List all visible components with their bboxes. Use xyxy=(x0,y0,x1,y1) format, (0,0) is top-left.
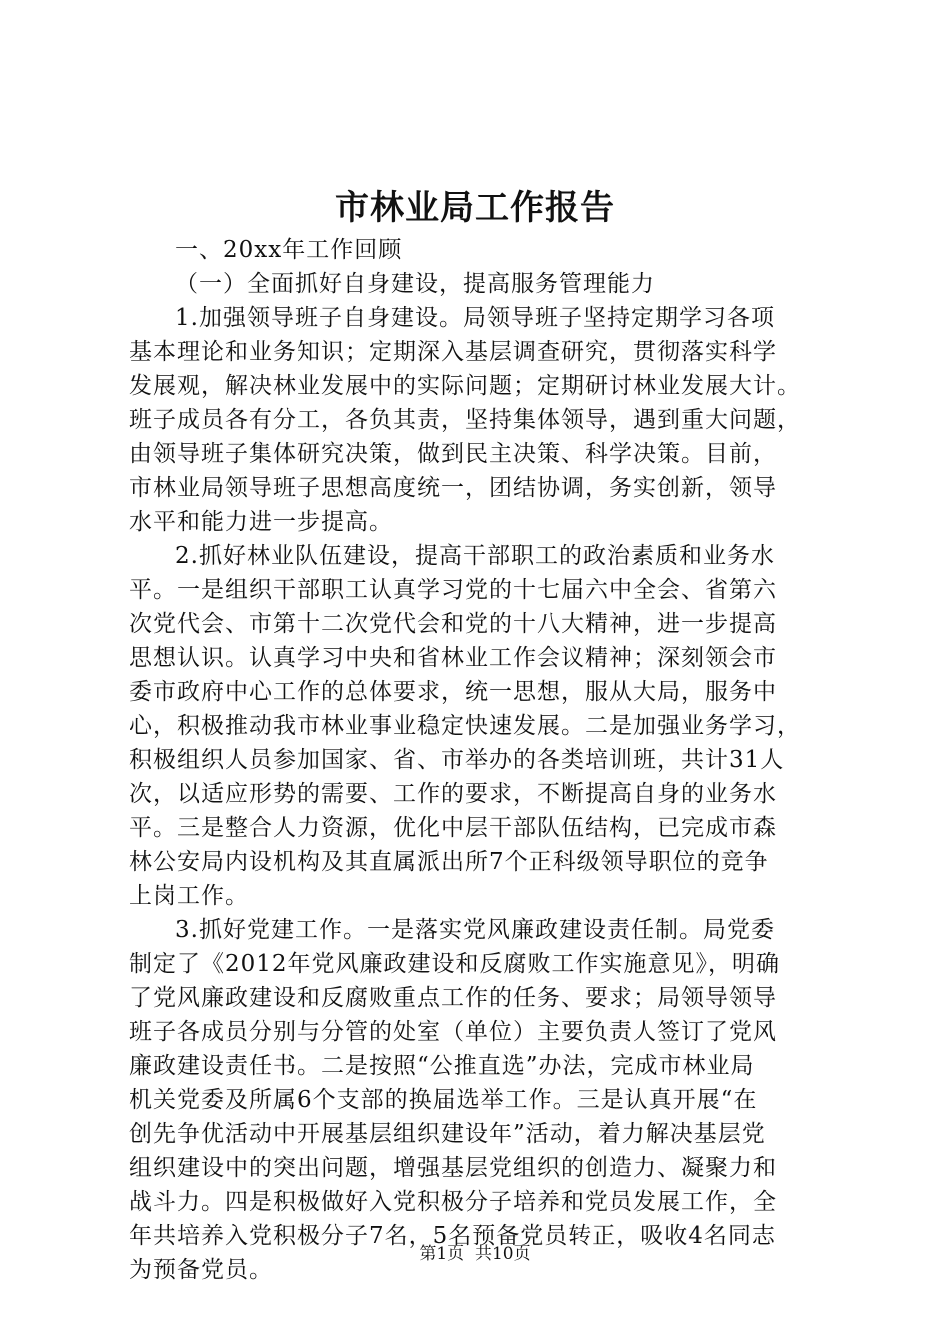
paragraph-line: 积极组织人员参加国家、省、市举办的各类培训班，共计31人 xyxy=(129,747,785,773)
subsection-heading: （一）全面抓好自身建设，提高服务管理能力 xyxy=(175,271,655,297)
paragraph-line: 市林业局领导班子思想高度统一，团结协调，务实创新，领导 xyxy=(129,475,777,501)
paragraph-line: 年共培养入党积极分子7名，5名预备党员转正，吸收4名同志 xyxy=(129,1223,776,1249)
paragraph-line: 上岗工作。 xyxy=(129,883,249,909)
paragraph-line: 战斗力。四是积极做好入党积极分子培养和党员发展工作，全 xyxy=(129,1189,777,1215)
paragraph-line: 组织建设中的突出问题，增强基层党组织的创造力、凝聚力和 xyxy=(129,1155,777,1181)
document-title: 市林业局工作报告 xyxy=(335,188,615,228)
paragraph-line: 思想认识。认真学习中央和省林业工作会议精神；深刻领会市 xyxy=(129,645,777,671)
paragraph-line: 发展观，解决林业发展中的实际问题；定期研讨林业发展大计。 xyxy=(129,373,801,399)
paragraph-line: 廉政建设责任书。二是按照“公推直选”办法，完成市林业局 xyxy=(129,1053,755,1079)
paragraph-line: 基本理论和业务知识；定期深入基层调查研究，贯彻落实科学 xyxy=(129,339,777,365)
paragraph-line: 心，积极推动我市林业事业稳定快速发展。二是加强业务学习， xyxy=(129,713,801,739)
section-heading: 一、20xx年工作回顾 xyxy=(175,237,403,263)
paragraph-line: 水平和能力进一步提高。 xyxy=(129,509,393,535)
paragraph-line: 机关党委及所属6个支部的换届选举工作。三是认真开展“在 xyxy=(129,1087,758,1113)
paragraph-line: 1.加强领导班子自身建设。局领导班子坚持定期学习各项 xyxy=(175,305,775,331)
paragraph-line: 了党风廉政建设和反腐败重点工作的任务、要求；局领导领导 xyxy=(129,985,777,1011)
paragraph-line: 由领导班子集体研究决策，做到民主决策、科学决策。目前， xyxy=(129,441,777,467)
paragraph-line: 委市政府中心工作的总体要求，统一思想，服从大局，服务中 xyxy=(129,679,777,705)
page-footer: 第1页 共10页 xyxy=(419,1244,531,1264)
paragraph-line: 为预备党员。 xyxy=(129,1257,273,1283)
paragraph-line: 林公安局内设机构及其直属派出所7个正科级领导职位的竞争 xyxy=(129,849,769,875)
paragraph-line: 2.抓好林业队伍建设，提高干部职工的政治素质和业务水 xyxy=(175,543,775,569)
paragraph-line: 次，以适应形势的需要、工作的要求，不断提高自身的业务水 xyxy=(129,781,777,807)
document-body xyxy=(129,233,834,1287)
paragraph-line: 班子成员各有分工，各负其责，坚持集体领导，遇到重大问题， xyxy=(129,407,801,433)
paragraph-line: 班子各成员分别与分管的处室（单位）主要负责人签订了党风 xyxy=(129,1019,777,1045)
paragraph-line: 创先争优活动中开展基层组织建设年”活动，着力解决基层党 xyxy=(129,1121,766,1147)
paragraph-line: 平。三是整合人力资源，优化中层干部队伍结构，已完成市森 xyxy=(129,815,777,841)
paragraph-line: 制定了《2012年党风廉政建设和反腐败工作实施意见》，明确 xyxy=(129,951,781,977)
paragraph-line: 3.抓好党建工作。一是落实党风廉政建设责任制。局党委 xyxy=(175,917,775,943)
paragraph-line: 次党代会、市第十二次党代会和党的十八大精神，进一步提高 xyxy=(129,611,777,637)
paragraph-line: 平。一是组织干部职工认真学习党的十七届六中全会、省第六 xyxy=(129,577,777,603)
